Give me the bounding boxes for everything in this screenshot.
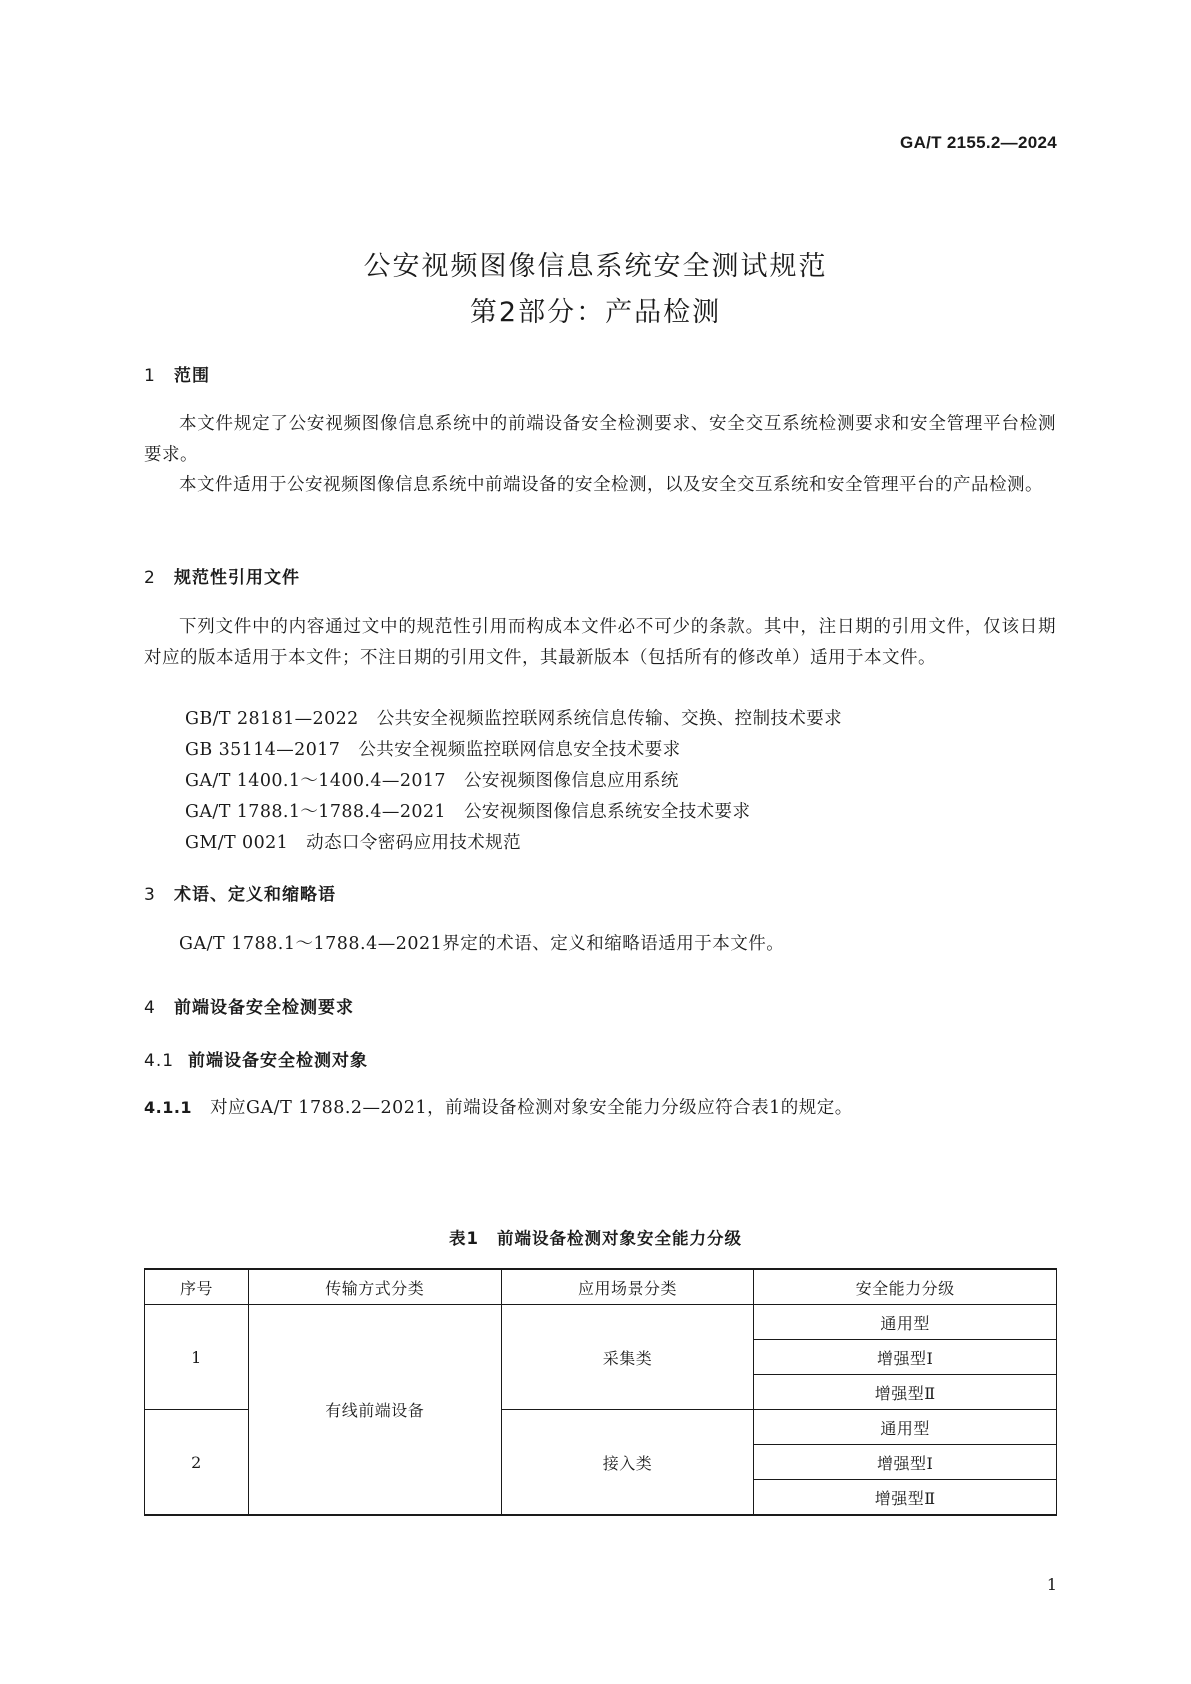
clause-4-1-1 (144, 1094, 853, 1119)
reference-title: 公安视频图像信息应用系统 (463, 771, 679, 791)
cell-scene: 接入类 (501, 1410, 754, 1516)
cell-transport: 有线前端设备 (248, 1305, 501, 1516)
section-number: 2 (144, 568, 156, 588)
reference-item (185, 736, 681, 761)
section-number: 1 (144, 366, 156, 386)
reference-item (185, 767, 679, 792)
clause-number: 4.1.1 (144, 1098, 193, 1117)
table-title: 前端设备检测对象安全能力分级 (496, 1229, 742, 1248)
header-transport: 传输方式分类 (248, 1269, 501, 1305)
cell-level: 增强型Ⅰ (754, 1340, 1057, 1375)
page-number: 1 (1046, 1575, 1057, 1594)
section-3-heading (144, 880, 336, 905)
section-title: 规范性引用文件 (174, 568, 300, 588)
standard-code: GA/T 2155.2—2024 (900, 133, 1057, 152)
table-row (145, 1305, 1057, 1340)
cell-level: 通用型 (754, 1305, 1057, 1340)
references-intro: 下列文件中的内容通过文中的规范性引用而构成本文件必不可少的条款。其中，注日期的引用文件，仅该日期对应的版本适用于本文件；不注日期的引用文件，其最新版本（包括所有的修改单）适用于本文件。 (144, 617, 1056, 668)
subsection-4-1-heading (144, 1046, 368, 1071)
cell-seq: 1 (145, 1305, 249, 1410)
document-subtitle: 第2部分：产品检测 (469, 297, 722, 328)
terms-paragraph: GA/T 1788.1～1788.4—2021界定的术语、定义和缩略语适用于本文件。 (179, 934, 785, 954)
section-title: 范围 (174, 366, 210, 386)
header-scene: 应用场景分类 (501, 1269, 754, 1305)
table-caption (0, 1225, 1191, 1249)
cell-level: 增强型Ⅱ (754, 1480, 1057, 1516)
reference-title: 动态口令密码应用技术规范 (306, 833, 521, 853)
table-header-row (145, 1269, 1057, 1305)
reference-item (185, 829, 521, 854)
clause-text: 对应GA/T 1788.2—2021，前端设备检测对象安全能力分级应符合表1的规定。 (210, 1098, 853, 1118)
table-number: 表1 (449, 1229, 479, 1248)
cell-scene: 采集类 (501, 1305, 754, 1410)
subsection-title: 前端设备安全检测对象 (188, 1051, 368, 1071)
reference-title: 公共安全视频监控联网信息安全技术要求 (358, 740, 681, 760)
scope-paragraph-2: 本文件适用于公安视频图像信息系统中前端设备的安全检测，以及安全交互系统和安全管理平台的产品检测。 (179, 475, 1043, 495)
reference-title: 公安视频图像信息系统安全技术要求 (463, 802, 751, 822)
section-number: 4 (144, 998, 156, 1018)
reference-code: GB 35114—2017 (185, 740, 341, 760)
document-title: 公安视频图像信息系统安全测试规范 (363, 251, 828, 282)
cell-level: 增强型Ⅰ (754, 1445, 1057, 1480)
section-4-heading (144, 993, 354, 1018)
reference-item (185, 798, 750, 823)
header-seq: 序号 (145, 1269, 249, 1305)
section-2-heading (144, 563, 300, 588)
reference-code: GA/T 1400.1～1400.4—2017 (185, 771, 446, 791)
header-level: 安全能力分级 (754, 1269, 1057, 1305)
section-title: 术语、定义和缩略语 (174, 885, 336, 905)
security-level-table (144, 1268, 1057, 1516)
cell-level: 增强型Ⅱ (754, 1375, 1057, 1410)
section-number: 3 (144, 885, 156, 905)
section-1-heading (144, 361, 210, 386)
reference-code: GM/T 0021 (185, 833, 289, 853)
reference-code: GA/T 1788.1～1788.4—2021 (185, 802, 446, 822)
reference-title: 公共安全视频监控联网系统信息传输、交换、控制技术要求 (376, 709, 843, 729)
scope-paragraph-1: 本文件规定了公安视频图像信息系统中的前端设备安全检测要求、安全交互系统检测要求和安全管理平台检测要求。 (144, 414, 1056, 465)
reference-code: GB/T 28181—2022 (185, 709, 359, 729)
section-title: 前端设备安全检测要求 (174, 998, 354, 1018)
cell-seq: 2 (145, 1410, 249, 1516)
reference-item (185, 705, 842, 730)
subsection-number: 4.1 (144, 1051, 175, 1071)
cell-level: 通用型 (754, 1410, 1057, 1445)
